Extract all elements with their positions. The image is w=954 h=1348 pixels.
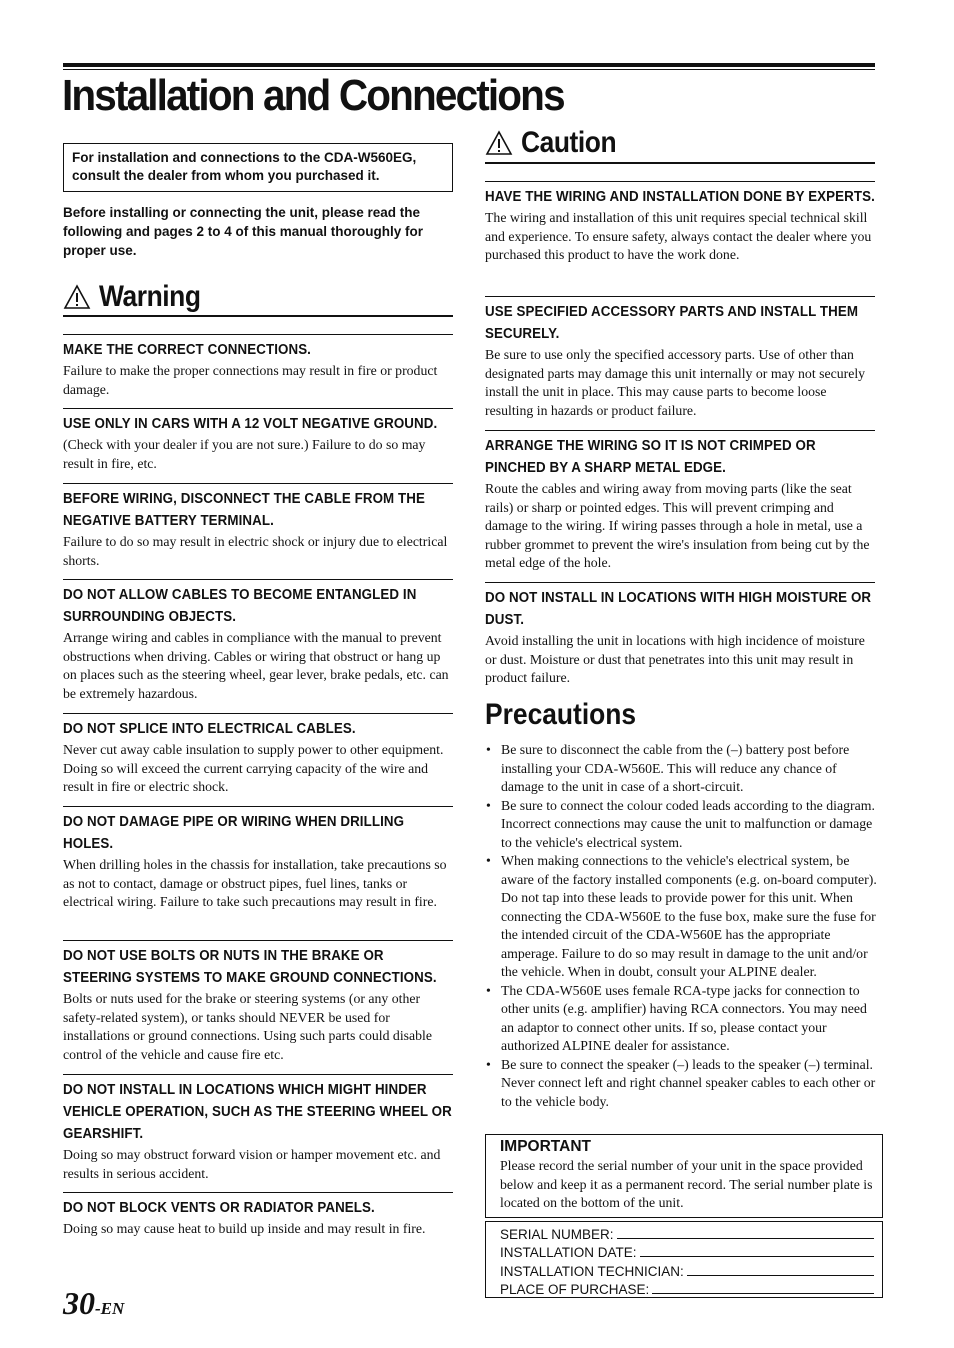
warning-item-title: BEFORE WIRING, DISCONNECT THE CABLE FROM THE NEGATIVE BATTERY TERMINAL. [63, 491, 426, 529]
warning-item-title: DO NOT INSTALL IN LOCATIONS WHICH MIGHT HINDER VEHICLE OPERATION, SUCH AS THE STEERING WHEEL OR GEARSHIFT. [63, 1082, 452, 1142]
installation-technician-row [500, 1260, 874, 1279]
important-body: Please record the serial number of your unit in the space provided below and keep it as a permanent record. The serial number plate is located on the bottom of the unit. [500, 1158, 873, 1210]
warning-item [63, 334, 453, 399]
warning-item-title: DO NOT USE BOLTS OR NUTS IN THE BRAKE OR STEERING SYSTEMS TO MAKE GROUND CONNECTIONS. [63, 948, 437, 986]
warning-item-body: Bolts or nuts used for the brake or steering systems (or any other safety-related system), or tanks should NEVER be used for installations or ground connections. Using such parts could disable control of the vehicle and cause fire etc. [63, 991, 433, 1062]
warning-item [63, 806, 453, 912]
warning-item-title: DO NOT BLOCK VENTS OR RADIATOR PANELS. [63, 1200, 375, 1216]
serial-number-line [617, 1238, 874, 1239]
warning-item [63, 713, 453, 797]
caution-item-title: USE SPECIFIED ACCESSORY PARTS AND INSTALL THEM SECURELY. [485, 304, 859, 342]
caution-item-body: Route the cables and wiring away from moving parts (like the seat rails) or sharp or pointed edges. This will prevent crimping and damage to the wiring. If wiring passes through a hole in metal, use a rubber grommet to prevent the wire's insulation from being cut by the metal edge of the hole. [485, 481, 870, 570]
important-box [485, 1134, 883, 1218]
warning-item-title: MAKE THE CORRECT CONNECTIONS. [63, 342, 311, 358]
intro-text: Before installing or connecting the unit, please read the following and pages 2 to 4 of this manual thoroughly for proper use. [63, 205, 424, 258]
caution-heading-label: Caution [521, 126, 617, 159]
warning-item-body: Arrange wiring and cables in compliance with the manual to prevent obstructions when driving. Cables or wiring that obstruct or hang up on places such as the steering wheel, gear lever, brake pedals, etc. can be extremely hazardous. [63, 630, 449, 701]
installation-technician-label: INSTALLATION TECHNICIAN: [500, 1263, 684, 1279]
warning-item-title: DO NOT ALLOW CABLES TO BECOME ENTANGLED IN SURROUNDING OBJECTS. [63, 587, 417, 625]
warning-rule [63, 315, 453, 317]
warning-item [63, 940, 453, 1064]
caution-item-title: ARRANGE THE WIRING SO IT IS NOT CRIMPED OR PINCHED BY A SHARP METAL EDGE. [485, 438, 816, 476]
caution-item [485, 296, 875, 420]
page-number-suffix: -EN [95, 1299, 125, 1318]
warning-item-body: Failure to do so may result in electric shock or injury due to electrical shorts. [63, 534, 448, 568]
caution-item [485, 181, 875, 265]
page-number-value: 30 [63, 1285, 95, 1321]
place-of-purchase-row [500, 1279, 874, 1298]
warning-item [63, 408, 453, 473]
warning-item-body: (Check with your dealer if you are not sure.) Failure to do so may result in fire, etc. [63, 437, 426, 471]
caution-item-body: The wiring and installation of this unit requires special technical skill and experience. To ensure safety, always contact the dealer where you purchased this product to have the work done. [485, 210, 872, 262]
serial-number-label: SERIAL NUMBER: [500, 1226, 614, 1242]
warning-item-body: Failure to make the proper connections may result in fire or product damage. [63, 363, 438, 397]
page-number [63, 1285, 124, 1321]
caution-heading [485, 126, 629, 160]
installation-date-row [500, 1242, 874, 1261]
installation-date-line [640, 1256, 874, 1257]
warning-heading [63, 280, 214, 314]
precautions-list [485, 741, 877, 1111]
warning-item [63, 483, 453, 570]
caution-rule [485, 162, 875, 164]
warning-item-title: DO NOT DAMAGE PIPE OR WIRING WHEN DRILLING HOLES. [63, 814, 405, 852]
warning-heading-label: Warning [99, 280, 201, 313]
warning-item-body: When drilling holes in the chassis for installation, take precautions so as not to contact, damage or obstruct pipes, fuel lines, tanks or electrical wiring. Failure to take such precautions may result in fire. [63, 857, 447, 909]
caution-item-title: DO NOT INSTALL IN LOCATIONS WITH HIGH MOISTURE OR DUST. [485, 590, 872, 628]
page-title: Installation and Connections [62, 71, 564, 120]
warning-item-body: Never cut away cable insulation to supply power to other equipment. Doing so will exceed the current carrying capacity of the wire and result in fire or electric shock. [63, 742, 444, 794]
warning-item-title: USE ONLY IN CARS WITH A 12 VOLT NEGATIVE GROUND. [63, 416, 438, 432]
dealer-notice-box: For installation and connections to the CDA-W560EG, consult the dealer from whom you purchased it. [63, 143, 453, 192]
precautions-heading: Precautions [485, 698, 637, 731]
precaution-item: • Be sure to connect the colour coded leads according to the diagram. Incorrect connections may cause the unit to malfunction or damage to the vehicle's electrical system. [485, 797, 877, 853]
precaution-item: • The CDA-W560E uses female RCA-type jacks for connection to other units (e.g. amplifier) having RCA connectors. You may need an adaptor to connect other units. If so, please contact your authorized ALPINE dealer for assistance. [485, 982, 877, 1056]
caution-item-title: HAVE THE WIRING AND INSTALLATION DONE BY EXPERTS. [485, 189, 875, 205]
serial-number-row [500, 1223, 874, 1242]
caution-item-body: Avoid installing the unit in locations with high incidence of moisture or dust. Moisture or dust that penetrates into this unit may result in product failure. [485, 633, 865, 685]
caution-triangle-icon [485, 130, 513, 156]
warning-item [63, 1074, 453, 1183]
warning-item-title: DO NOT SPLICE INTO ELECTRICAL CABLES. [63, 721, 356, 737]
top-rule [63, 63, 875, 67]
precaution-item: • Be sure to disconnect the cable from the (–) battery post before installing your CDA-W560E. This will reduce any chance of damage to the unit in case of a short-circuit. [485, 741, 877, 797]
caution-item-body: Be sure to use only the specified accessory parts. Use of other than designated parts may damage this unit internally or may not securely install the unit in place. This may cause parts to become loose resulting in hazards or product failure. [485, 347, 866, 418]
installation-technician-line [687, 1275, 874, 1276]
important-heading: IMPORTANT [500, 1138, 591, 1155]
caution-item [485, 582, 875, 688]
top-rule-thin [63, 69, 875, 70]
warning-item [63, 579, 453, 703]
precaution-item: • When making connections to the vehicle's electrical system, be aware of the factory installed components (e.g. on-board computer). Do not tap into these leads to provide power for this unit. When connecting the CDA-W560E to the fuse box, make sure the fuse for the intended circuit of the CDA-W560E has the appropriate amperage. Failure to do so may result in damage to the unit and/or the vehicle. When in doubt, consult your ALPINE dealer. [485, 852, 877, 982]
precaution-item: • Be sure to connect the speaker (–) leads to the speaker (–) terminal. Never connect left and right channel speaker cables to each other or to the vehicle body. [485, 1056, 877, 1112]
warning-item [63, 1192, 453, 1239]
place-of-purchase-label: PLACE OF PURCHASE: [500, 1282, 650, 1297]
warning-triangle-icon [63, 284, 91, 310]
serial-record-form [485, 1221, 883, 1298]
caution-item [485, 430, 875, 573]
installation-date-label: INSTALLATION DATE: [500, 1245, 637, 1260]
warning-item-body: Doing so may cause heat to build up inside and may result in fire. [63, 1221, 426, 1236]
warning-item-body: Doing so may obstruct forward vision or hamper movement etc. and results in serious accident. [63, 1147, 441, 1181]
place-of-purchase-line [652, 1293, 874, 1294]
